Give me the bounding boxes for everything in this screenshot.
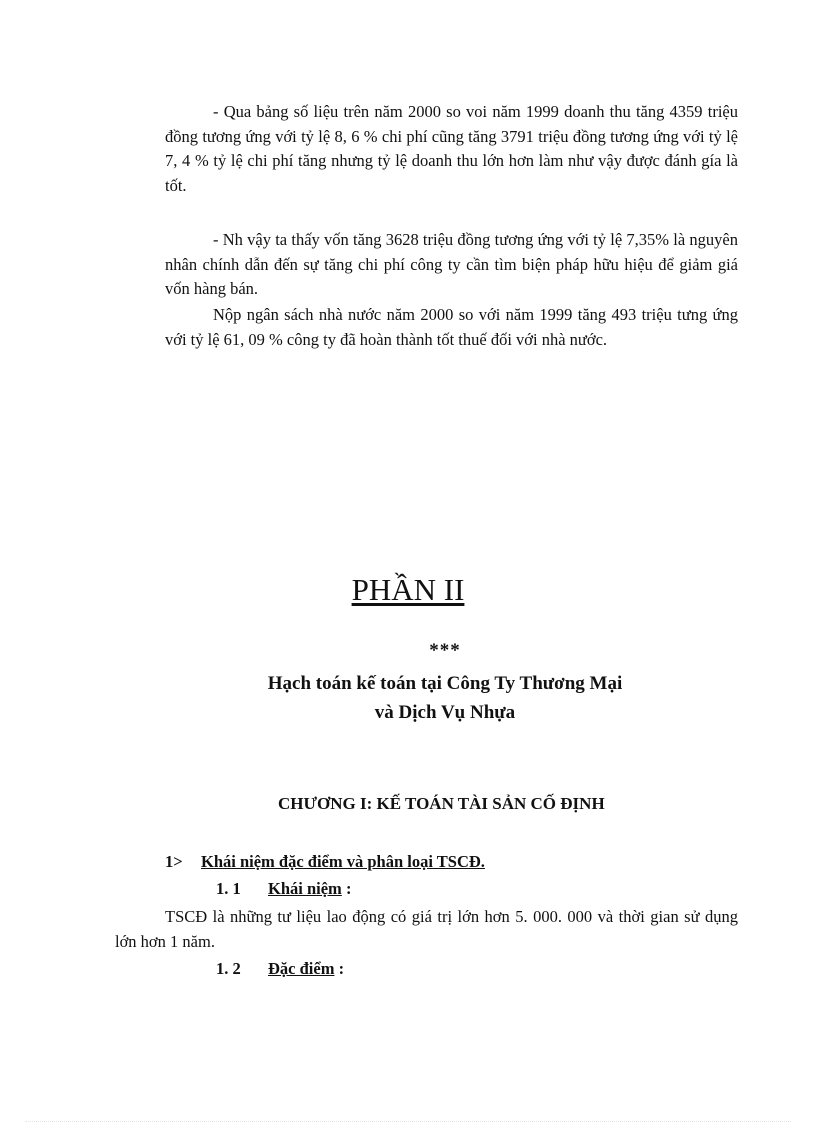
- subsection-number: 1. 1: [216, 879, 241, 898]
- subsection-heading-1-1: [216, 879, 351, 899]
- paragraph-tscd-definition: TSCĐ là những tư liệu lao động có giá trị lớn hơn 5. 000. 000 và thời gian sử dụng lớn hơn 1 năm.: [115, 907, 738, 951]
- section-number: 1>: [165, 852, 183, 871]
- stars-separator: ***: [429, 640, 461, 661]
- part-title: PHẦN II: [351, 572, 465, 607]
- section-heading-1: [165, 852, 485, 872]
- page-bottom-rule: [25, 1121, 791, 1122]
- part-subtitle-line1: Hạch toán kế toán tại Công Ty Thương Mại: [267, 673, 623, 694]
- part-subtitle-line2: và Dịch Vụ Nhựa: [374, 702, 516, 723]
- subsection-title: Đặc điểm: [268, 959, 335, 978]
- paragraph-capital-analysis: - Nh vậy ta thấy vốn tăng 3628 triệu đồng tương ứng với tỷ lệ 7,35% là nguyên nhân chính dẫn đến sự tăng chi phí công ty cần tìm biện pháp hữu hiệu để giảm giá vốn hàng bán.: [165, 230, 738, 298]
- subsection-colon: :: [341, 879, 352, 898]
- subsection-colon: :: [334, 959, 345, 978]
- section-title: Khái niệm đặc điểm và phân loại TSCĐ.: [201, 852, 485, 871]
- subsection-heading-1-2: [216, 959, 344, 979]
- paragraph-revenue-analysis: - Qua bảng số liệu trên năm 2000 so voi năm 1999 doanh thu tăng 4359 triệu đồng tương ứng với tỷ lệ 8, 6 % chi phí cũng tăng 3791 triệu đồng tương ứng với tỷ lệ 7, 4 % tỷ lệ chi phí tăng nhưng tỷ lệ doanh thu lớn hơn làm như vậy được đánh gía là tốt.: [165, 102, 738, 195]
- paragraph-state-budget: Nộp ngân sách nhà nước năm 2000 so với năm 1999 tăng 493 triệu tưng ứng với tỷ lệ 61, 09 % công ty đã hoàn thành tốt thuế đối với nhà nước.: [165, 305, 738, 349]
- subsection-number: 1. 2: [216, 959, 241, 978]
- subsection-title: Khái niệm: [268, 879, 342, 898]
- chapter-title: CHƯƠNG I: KẾ TOÁN TÀI SẢN CỐ ĐỊNH: [278, 794, 605, 813]
